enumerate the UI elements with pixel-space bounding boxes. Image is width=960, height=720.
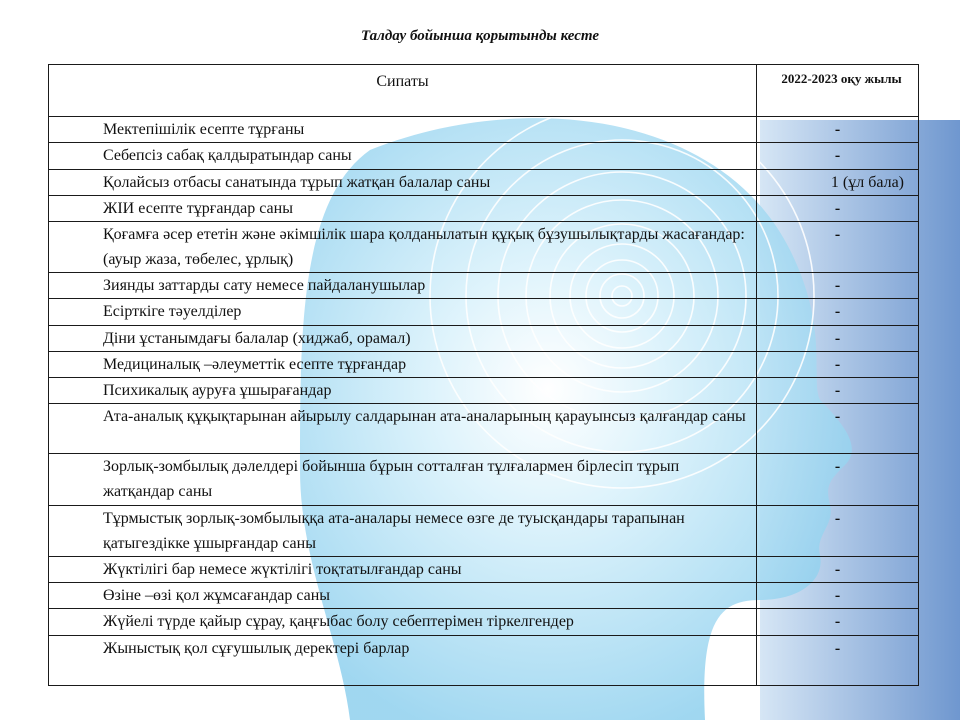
row-value: - [757,635,919,686]
table-row [49,635,919,686]
table-row [49,117,919,143]
row-value: - [757,195,919,221]
table-header-row [49,65,919,117]
row-label: Қолайсыз отбасы санатында тұрып жатқан балалар саны [49,169,757,195]
row-label: Жыныстық қол сұғушылық деректері барлар [49,635,757,686]
row-value: - [757,117,919,143]
row-value: - [757,404,919,454]
row-value: - [757,143,919,169]
header-academic-year: 2022-2023 оқу жылы [757,65,919,117]
table-row [49,221,919,272]
header-characteristic: Сипаты [49,65,757,117]
row-label: Мектепішілік есепте тұрғаны [49,117,757,143]
row-value: - [757,325,919,351]
table-row [49,169,919,195]
table-row [49,351,919,377]
row-label: Психикалық ауруға ұшырағандар [49,377,757,403]
row-value: 1 (ұл бала) [757,169,919,195]
table-row [49,557,919,583]
row-value: - [757,221,919,272]
summary-table [48,64,919,686]
row-value: - [757,609,919,635]
row-label: ЖІИ есепте тұрғандар саны [49,195,757,221]
row-label: Зорлық-зомбылық дәлелдері бойынша бұрын сотталған тұлғалармен бірлесіп тұрып жатқандар саны [49,454,757,505]
row-label: Есірткіге тәуелділер [49,299,757,325]
row-label: Зиянды заттарды сату немесе пайдаланушылар [49,273,757,299]
row-label: Себепсіз сабақ қалдыратындар саны [49,143,757,169]
row-value: - [757,351,919,377]
table-row [49,377,919,403]
row-label: Жүйелі түрде қайыр сұрау, қаңғыбас болу себептерімен тіркелгендер [49,609,757,635]
page-title: Талдау бойынша қорытынды кесте [361,28,599,44]
table-row [49,195,919,221]
table-row [49,404,919,454]
row-value: - [757,273,919,299]
row-value: - [757,505,919,556]
row-value: - [757,454,919,505]
table-row [49,583,919,609]
row-value: - [757,583,919,609]
table-row [49,325,919,351]
row-label: Тұрмыстық зорлық-зомбылыққа ата-аналары немесе өзге де туысқандары тарапынан қатыгездікке ұшырғандар саны [49,505,757,556]
row-label: Қоғамға әсер ететін және әкімшілік шара қолданылатын құқық бұзушылықтарды жасағандар: (ауыр жаза, төбелес, ұрлық) [49,221,757,272]
table-row [49,273,919,299]
row-label: Жүктілігі бар немесе жүктілігі тоқтатылғандар саны [49,557,757,583]
row-label: Ата-аналық құқықтарынан айырылу салдарынан ата-аналарының қарауынсыз қалғандар саны [49,404,757,454]
row-value: - [757,377,919,403]
table-row [49,609,919,635]
row-label: Медициналық –әлеуметтік есепте тұрғандар [49,351,757,377]
row-label: Өзіне –өзі қол жұмсағандар саны [49,583,757,609]
row-value: - [757,299,919,325]
table-row [49,505,919,556]
table-row [49,454,919,505]
table-row [49,299,919,325]
row-label: Діни ұстанымдағы балалар (хиджаб, орамал) [49,325,757,351]
row-value: - [757,557,919,583]
table-row [49,143,919,169]
